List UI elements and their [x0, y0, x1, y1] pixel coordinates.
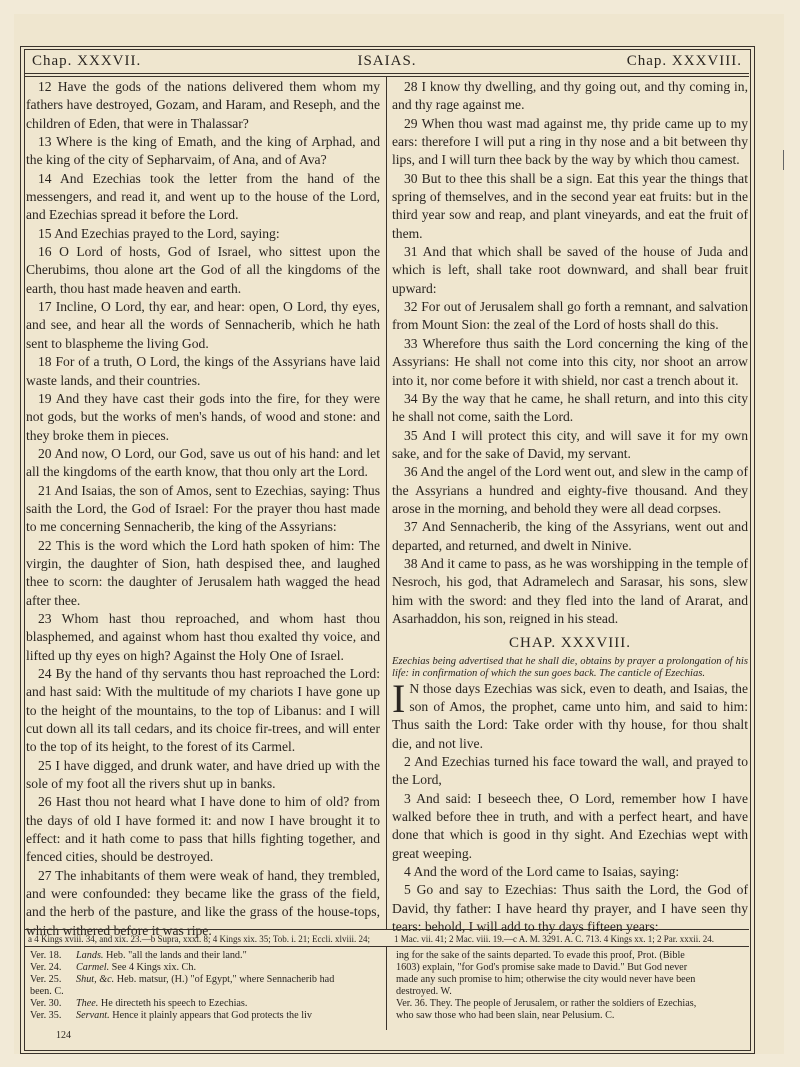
verse: 35 And I will protect this city, and will save it for my own sake, and for the sake of David, my servant. [392, 427, 748, 461]
verse: 4 And the word of the Lord came to Isaias, saying: [404, 864, 680, 880]
note-line: made any such promise to him; otherwise the city would never have been [396, 974, 696, 986]
note-line: Ver. 36. They. The people of Jerusalem, or rather the soldiers of Ezechias, [396, 998, 697, 1010]
chapter-argument: Ezechias being advertised that he shall die, obtains by prayer a prolongation of his life: in confirmation of which the sun goes back. The canticle of Ezechias. [392, 655, 748, 679]
verse-first [392, 675, 748, 753]
note-line: Ver. 30. Thee. He directeth his speech to Ezechias. [30, 998, 248, 1010]
verse-text: N those days Ezechias was sick, even to death, and Isaias, the son of Amos, the prophet, came unto him, and said to him: Thus saith the Lord: Take order with thy house, for thou shalt die, and not live. [392, 680, 748, 751]
right-column [392, 78, 748, 936]
verse: 19 And they have cast their gods into the fire, for they were not gods, but the works of men's hands, of wood and stone: and they broke them in pieces. [26, 390, 380, 443]
header-chapter-right: Chap. XXXVIII. [626, 53, 742, 69]
verse: 38 And it came to pass, as he was worshipping in the temple of Nesroch, his god, that Adramelech and Sarasar, his sons, slew him with the sword: and they fled into the land of Ararat, and Asarhaddon, his son, reigned in his stead. [392, 555, 748, 626]
verse: 24 By the hand of thy servants thou hast reproached the Lord: and hast said: With the multitude of my chariots I have gone up to the height of the mountains, to the top of Libanus: and I will cut down all its tall cedars, and its choice fir-trees, and will enter to the top of its height, to the forest of its Carmel. [26, 666, 380, 755]
verse: 29 When thou wast mad against me, thy pride came up to my ears: therefore I will put a ring in thy nose and a bit between thy lips, and I will turn thee back by the way by which thou camest. [392, 115, 748, 168]
verse: 20 And now, O Lord, our God, save us out of his hand: and let all the kingdoms of the earth know, that thou only art the Lord. [26, 445, 380, 480]
verse: 28 I know thy dwelling, and thy going out, and thy coming in, and thy rage against me. [392, 79, 748, 113]
notes-divider [386, 946, 387, 1030]
verse: 34 By the way that he came, he shall return, and into this city he shall not come, saith the Lord. [392, 390, 748, 425]
note-line: destroyed. W. [396, 986, 452, 998]
column-divider [386, 76, 387, 929]
note-line: Ver. 24. Carmel. See 4 Kings xix. Ch. [30, 962, 196, 974]
note-line: been. C. [30, 986, 64, 998]
footnote-refs-right: 1 Mac. vii. 41; 2 Mac. viii. 19.—c A. M. 3291. A. C. 713. 4 Kings xx. 1; 2 Par. xxxii. 24. [394, 934, 714, 944]
note-line: ing for the sake of the saints departed. To evade this proof, Prot. (Bible [396, 950, 685, 961]
verse: 13 Where is the king of Emath, and the king of Arphad, and the king of the city of Sepharvaim, of Ana, and of Ava? [26, 134, 380, 168]
footnote-refs-left: a 4 Kings xviii. 34, and xix. 23.—b Supra, xxxi. 8; 4 Kings xix. 35; Tob. i. 21; Eccli. xlviii. 24; [28, 934, 370, 944]
page-number: 124 [56, 1030, 71, 1041]
verse: 36 And the angel of the Lord went out, and slew in the camp of the Assyrians a hundred and eighty-five thousand. And they arose in the morning, and behold they were all dead corpses. [392, 464, 748, 516]
binding-mark [783, 150, 784, 170]
verse: 26 Hast thou not heard what I have done to him of old? from the days of old I have formed it: and now I have brought it to effect: and it hath come to pass that hills fighting together, and fenced cities, should be destroyed. [26, 794, 380, 865]
verse: 37 And Sennacherib, the king of the Assyrians, went out and departed, and returned, and dwelt in Ninive. [392, 519, 748, 553]
header-rule [24, 73, 749, 74]
verse: 32 For out of Jerusalem shall go forth a remnant, and salvation from Mount Sion: the zeal of the Lord of hosts shall do this. [392, 299, 748, 333]
verse: 31 And that which shall be saved of the house of Juda and which is left, shall take root downward, and shall bear fruit upward: [392, 244, 748, 296]
verse: 17 Incline, O Lord, thy ear, and hear: open, O Lord, thy eyes, and see, and hear all the words of Sennacherib, which he hath sent to blaspheme the living God. [26, 299, 380, 351]
commentary-right [396, 950, 746, 1023]
verse: 16 O Lord of hosts, God of Israel, who sittest upon the Cherubims, thou alone art the God of all the kingdoms of the earth, thou hast made heaven and earth. [26, 244, 380, 296]
note-line: who saw those who had been slain, near Pelusium. C. [396, 1010, 615, 1022]
verse: 27 The inhabitants of them were weak of hand, they trembled, and were confounded: they became like the grass of the field, and the herb of the pasture, and like the grass of the house-tops, which withered before it was ripe. [26, 867, 380, 938]
left-column [26, 78, 380, 940]
commentary-left [30, 950, 382, 1023]
note-line: Ver. 25. Shut, &c. Heb. matsur, (H.) "of Egypt," where Sennacherib had [30, 974, 335, 986]
header-chapter-left: Chap. XXXVII. [32, 53, 142, 69]
note-line: Ver. 35. Servant. Hence it plainly appears that God protects the liv [30, 1010, 312, 1022]
verse: 21 And Isaias, the son of Amos, sent to Ezechias, saying: Thus saith the Lord, the God of Israel: For the prayer thou hast made to me concerning Sennacherib, the king of the Assyrians: [26, 482, 380, 535]
running-header [28, 50, 746, 72]
header-book-title: ISAIAS. [357, 53, 417, 69]
verse: 3 And said: I beseech thee, O Lord, remember how I have walked before thee in truth, and with a perfect heart, and have done that which is good in thy sight. And Ezechias wept with great weeping. [392, 790, 748, 861]
note-line: 1603) explain, "for God's promise sake made to David." But God never [396, 962, 688, 974]
verse: 2 And Ezechias turned his face toward the wall, and prayed to the Lord, [392, 754, 748, 788]
verse: 12 Have the gods of the nations delivered them whom my fathers have destroyed, Gozam, and Haram, and Reseph, and the children of Eden, that were in Thalassar? [26, 79, 380, 131]
note-line: Ver. 18. Lands. Heb. "all the lands and their land." [30, 950, 247, 961]
verse: 25 I have digged, and drunk water, and have dried up with the sole of my foot all the rivers shut up in banks. [26, 757, 380, 792]
verse: 22 This is the word which the Lord hath spoken of him: The virgin, the daughter of Sion, hath despised thee, and laughed thee to scorn: the daughter of Jerusalem hath wagged the head after thee. [26, 537, 380, 608]
chapter-heading: CHAP. XXXVIII. [509, 635, 631, 652]
verse: 30 But to thee this shall be a sign. Eat this year the things that spring of themselves, and in the second year eat fruits: but in the third year sow and reap, and plant vineyards, and eat the fruit of them. [392, 170, 748, 241]
footnote-rule [24, 929, 749, 930]
verse: 15 And Ezechias prayed to the Lord, saying: [38, 225, 280, 241]
drop-cap: I [392, 675, 406, 721]
verse: 14 And Ezechias took the letter from the hand of the messengers, and read it, and went up to the house of the Lord, and Ezechias spread it before the Lord. [26, 170, 380, 223]
verse: 33 Wherefore thus saith the Lord concerning the king of the Assyrians: He shall not come into this city, nor shoot an arrow into it, nor come before it with shield, nor cast a trench about it. [392, 335, 748, 388]
verse: 23 Whom hast thou reproached, and whom hast thou blasphemed, and against whom hast thou exalted thy voice, and lifted up thy eyes on high? Against the Holy One of Israel. [26, 610, 380, 663]
verse: 5 Go and say to Ezechias: Thus saith the Lord, the God of David, thy father: I have heard thy prayer, and I have seen thy tears: behold, I will add to thy days fifteen years: [392, 882, 748, 935]
verse: 18 For of a truth, O Lord, the kings of the Assyrians have laid waste lands, and their countries. [26, 354, 380, 388]
